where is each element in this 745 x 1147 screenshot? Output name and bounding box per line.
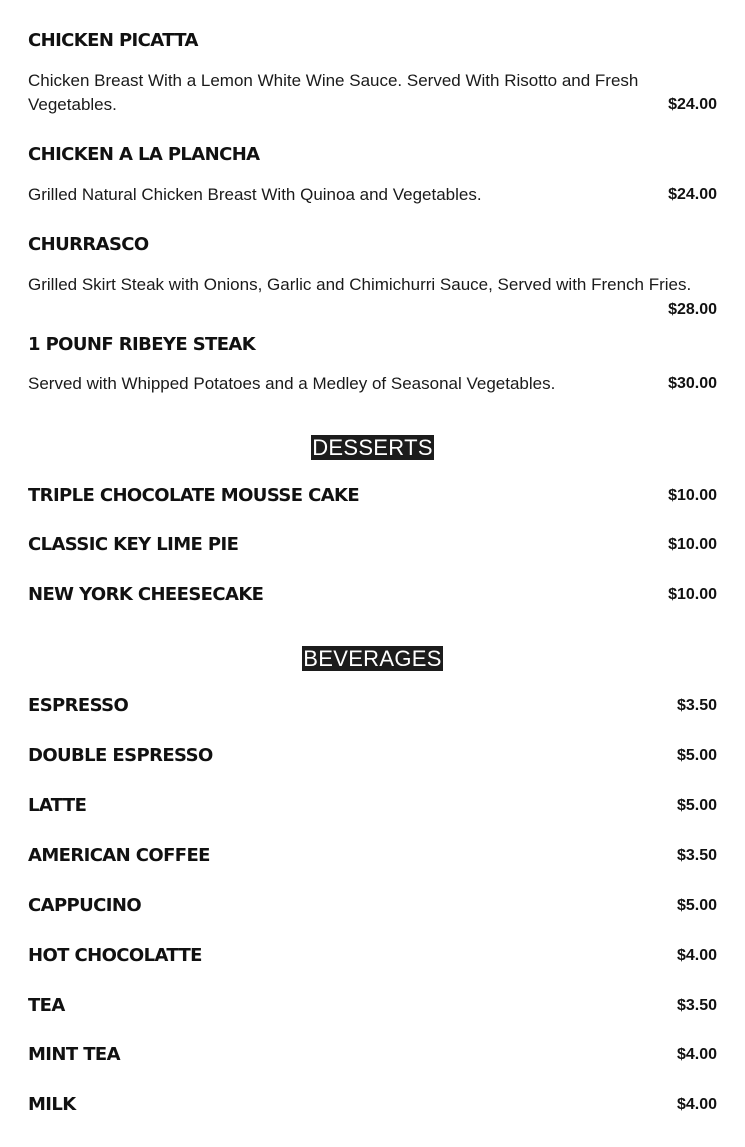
- menu-item-description: Chicken Breast With a Lemon White Wine Sauce. Served With Risotto and Fresh Vegetables.: [28, 71, 639, 114]
- menu-item-title: ESPRESSO: [28, 695, 129, 716]
- menu-item-price: $3.50: [676, 997, 717, 1014]
- menu-item-price: $5.00: [676, 897, 717, 914]
- menu-item-price: $30.00: [668, 375, 717, 392]
- menu-item-price: $10.00: [668, 487, 717, 504]
- menu-item-price: $10.00: [668, 586, 717, 603]
- menu-item-description: Served with Whipped Potatoes and a Medley of Seasonal Vegetables.: [28, 374, 556, 393]
- menu-item-title: NEW YORK CHEESECAKE: [28, 584, 264, 605]
- menu-item-price: $4.00: [676, 1096, 717, 1113]
- menu-item-price: $3.50: [676, 847, 717, 864]
- menu-item-title: MINT TEA: [28, 1044, 120, 1065]
- menu-item-price: $10.00: [668, 536, 717, 553]
- section-heading-label: DESSERTS: [312, 435, 433, 460]
- menu-item-price: $28.00: [668, 301, 717, 318]
- menu-item-title: HOT CHOCOLATTE: [28, 945, 202, 966]
- section-heading-label: BEVERAGES: [303, 646, 442, 671]
- menu-item-description: Grilled Natural Chicken Breast With Quinoa and Vegetables.: [28, 185, 482, 204]
- menu-item-price: $4.00: [676, 947, 717, 964]
- menu-item-title: CHICKEN PICATTA: [28, 30, 198, 51]
- menu-item-price: $24.00: [668, 96, 717, 113]
- menu-item-title: CLASSIC KEY LIME PIE: [28, 534, 239, 555]
- menu-item-price: $5.00: [676, 747, 717, 764]
- menu-item-title: LATTE: [28, 795, 87, 816]
- menu-item-title: CHICKEN A LA PLANCHA: [28, 144, 260, 165]
- menu-item-title: MILK: [28, 1094, 76, 1115]
- menu-item-title: TRIPLE CHOCOLATE MOUSSE CAKE: [28, 485, 360, 506]
- menu-item-title: TEA: [28, 995, 65, 1016]
- menu-item-price: $4.00: [676, 1046, 717, 1063]
- section-heading-beverages: [0, 646, 745, 671]
- menu-item-title: DOUBLE ESPRESSO: [28, 745, 213, 766]
- section-heading-desserts: [0, 435, 745, 460]
- menu-item-title: CAPPUCINO: [28, 895, 142, 916]
- menu-item-price: $24.00: [668, 186, 717, 203]
- menu-item-price: $3.50: [676, 697, 717, 714]
- menu-item-price: $5.00: [676, 797, 717, 814]
- menu-item-title: 1 POUNF RIBEYE STEAK: [28, 334, 256, 355]
- menu-item-description: Grilled Skirt Steak with Onions, Garlic and Chimichurri Sauce, Served with French Fries.: [28, 275, 692, 294]
- menu-item-title: AMERICAN COFFEE: [28, 845, 210, 866]
- menu-item-title: CHURRASCO: [28, 234, 149, 255]
